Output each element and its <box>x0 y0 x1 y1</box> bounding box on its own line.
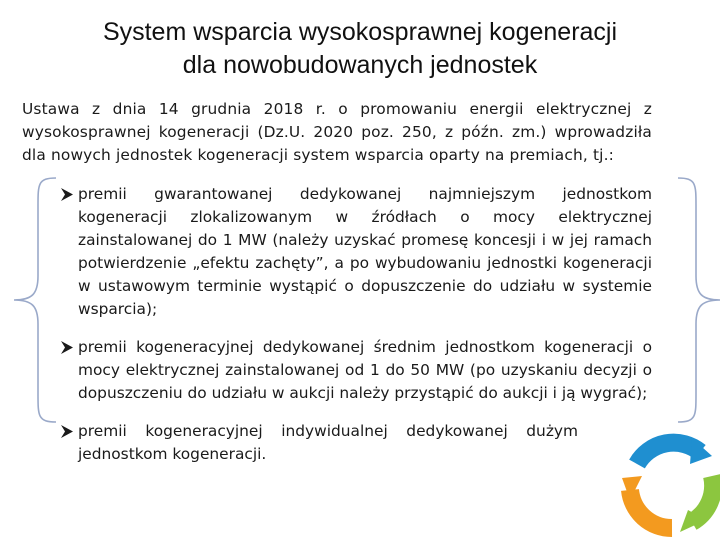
bullet-text: premii gwarantowanej dedykowanej najmniejszym jednostkom kogeneracji zlokalizowanym w źródłach o mocy elektrycznej zainstalowanej do 1 MW (należy uzyskać promesę koncesji i w jej ramach potwierdzenie „efektu zachęty”, a po wybudowaniu jednostki kogeneracji w ustawowym terminie wystąpić o dopuszczenie do udziału w systemie wsparcia); <box>78 185 652 318</box>
list-item <box>60 183 652 321</box>
circular-arrows-logo-icon <box>612 424 720 544</box>
arrow-bullet-icon <box>60 187 74 202</box>
right-brace-icon <box>676 176 720 424</box>
arrow-bullet-icon <box>60 340 74 355</box>
title-line-2: dla nowobudowanych jednostek <box>182 51 538 79</box>
bullet-text: premii kogeneracyjnej dedykowanej średnim jednostkom kogeneracji o mocy elektrycznej zainstalowanej od 1 do 50 MW (po uzyskaniu decyzji o dopuszczeniu do udziału w aukcji należy przystąpić do aukcji i ją wygrać); <box>78 338 652 402</box>
left-brace-icon <box>12 176 58 424</box>
list-item <box>60 336 652 405</box>
bullet-list <box>60 183 652 481</box>
bullet-text: premii kogeneracyjnej indywidualnej dedykowanej dużym jednostkom kogeneracji. <box>78 422 578 463</box>
list-item <box>60 420 578 466</box>
slide-title <box>0 16 720 82</box>
intro-paragraph: Ustawa z dnia 14 grudnia 2018 r. o promowaniu energii elektrycznej z wysokosprawnej kogeneracji (Dz.U. 2020 poz. 250, z późn. zm.) wprowadziła dla nowych jednostek kogeneracji system wsparcia oparty na premiach, tj.: <box>22 100 652 164</box>
title-line-1: System wsparcia wysokosprawnej kogeneracji <box>102 18 618 46</box>
arrow-bullet-icon <box>60 424 74 439</box>
